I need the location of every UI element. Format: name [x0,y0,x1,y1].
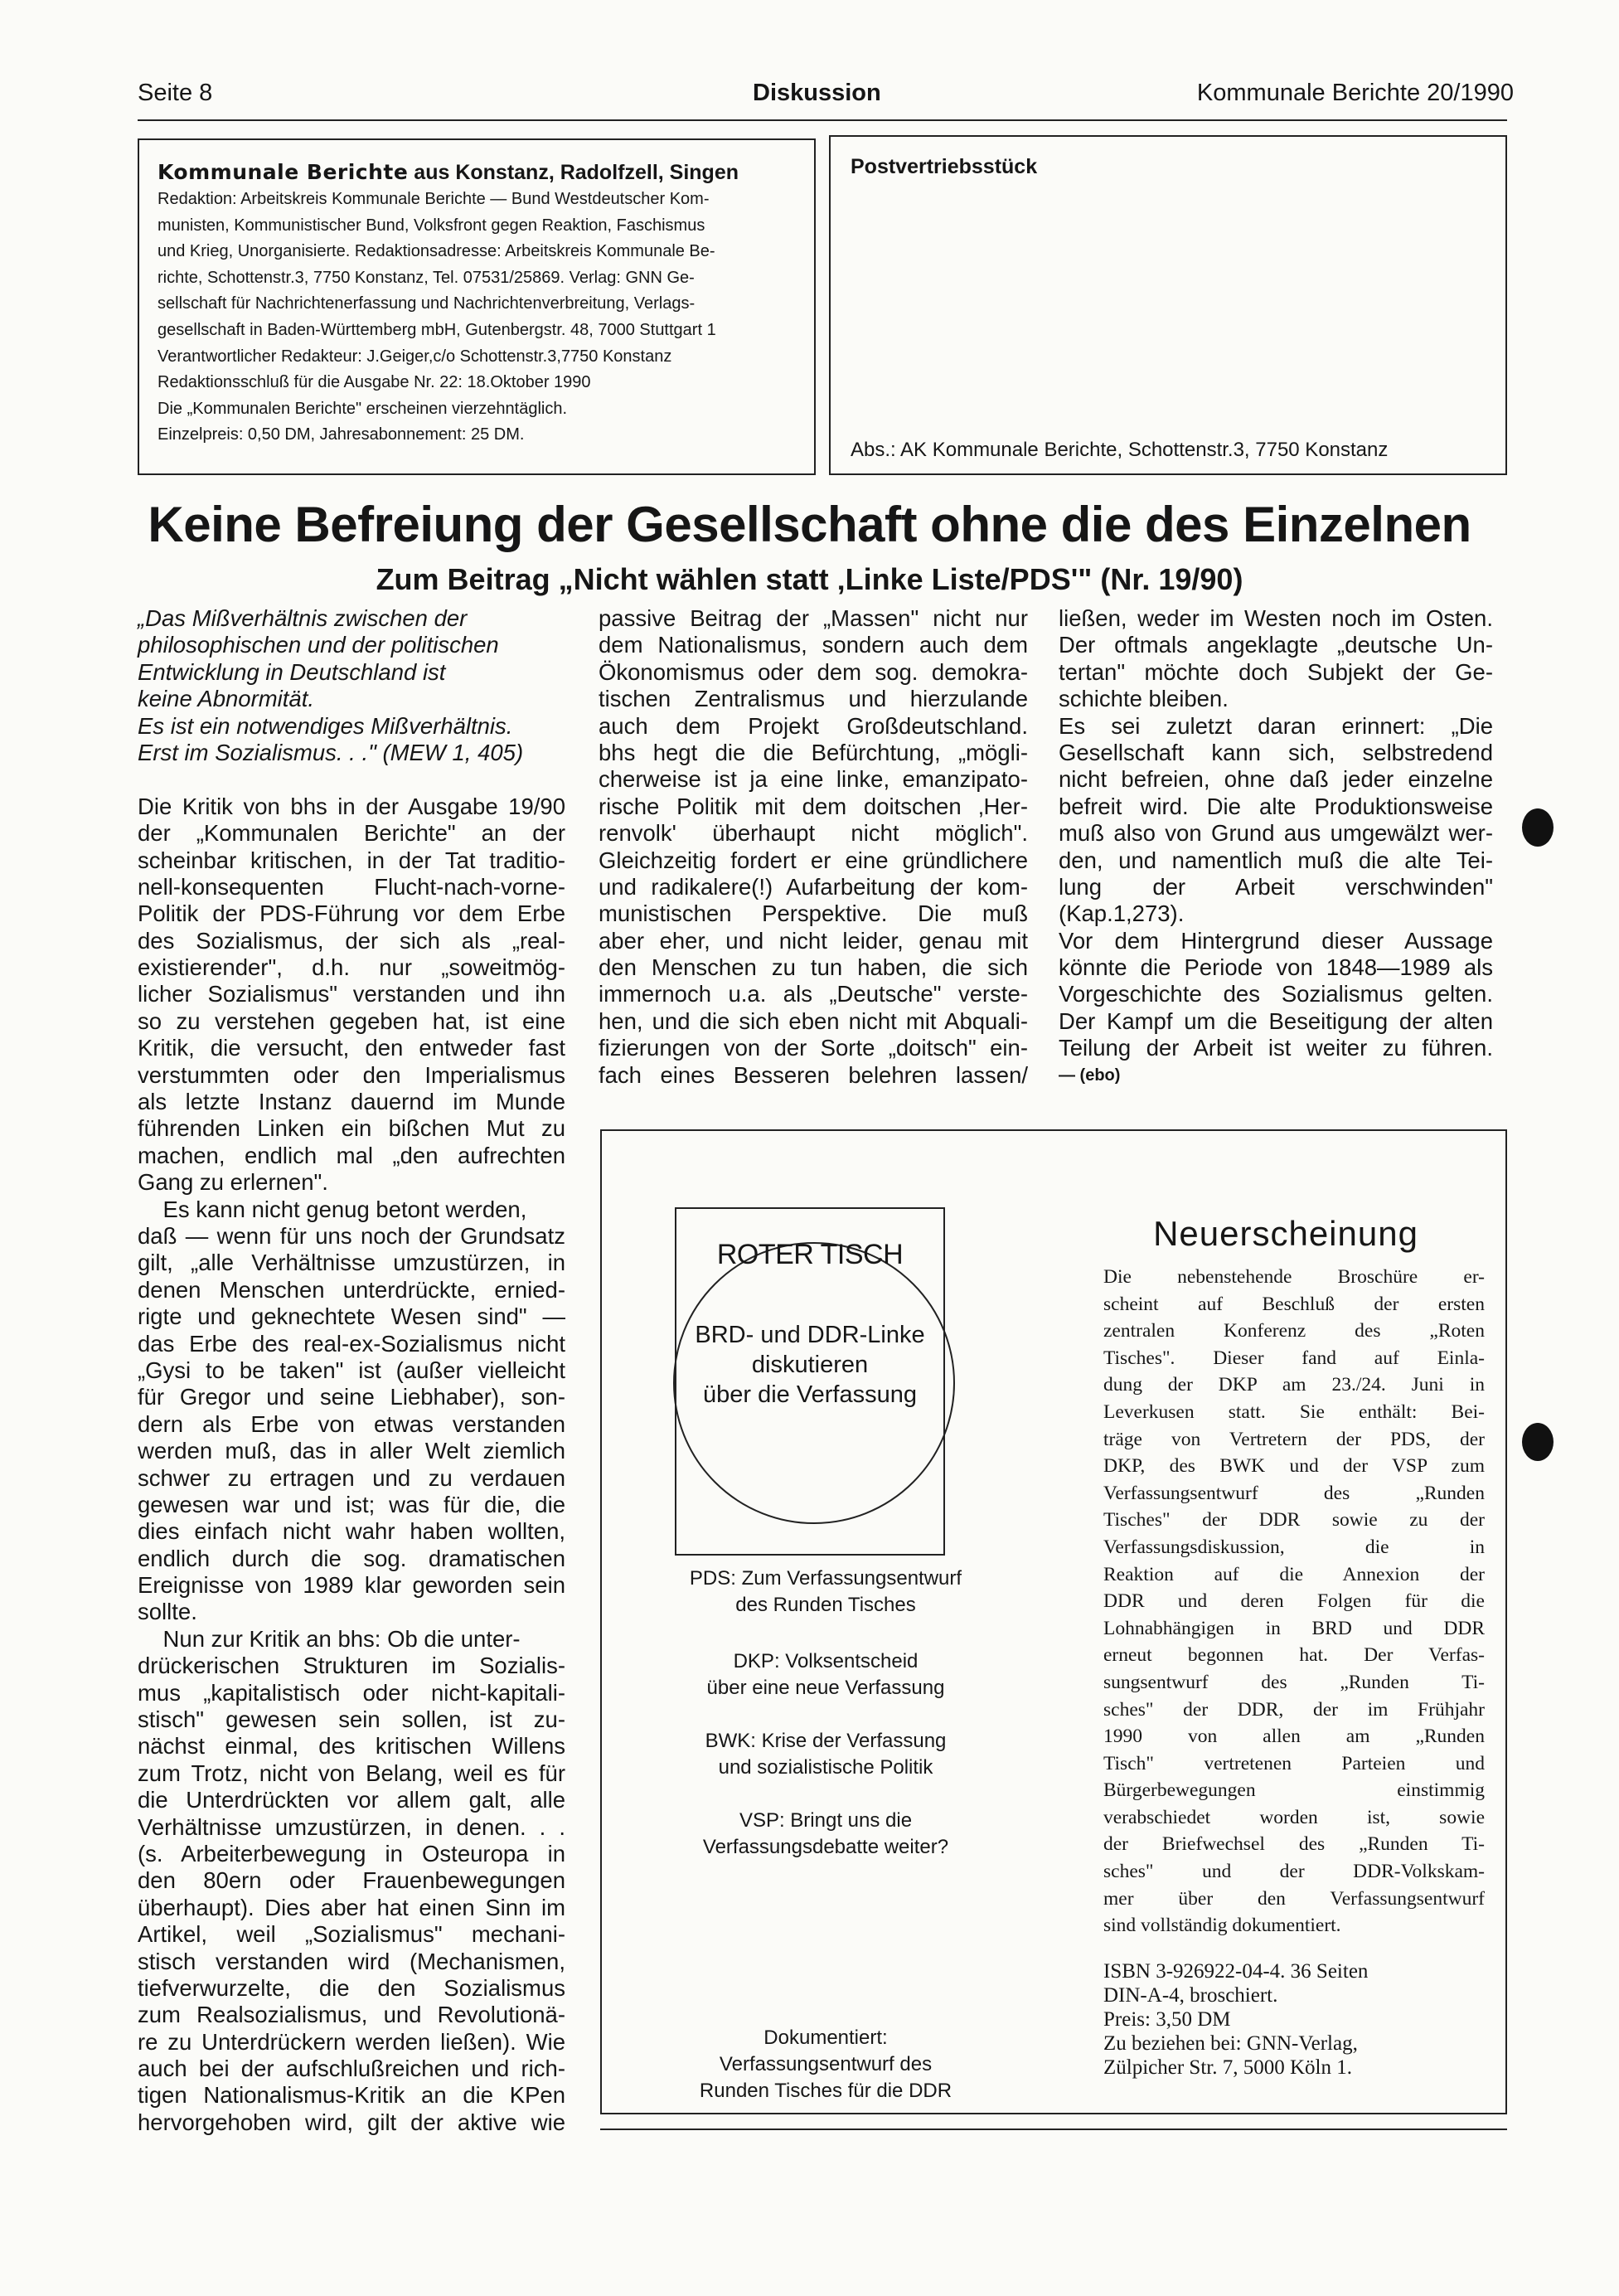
text-line: schwer zu ertragen und zu verdauen [138,1464,565,1491]
text-line: (Kap.1,273). [1059,900,1185,927]
new-release-line: der Briefwechsel des „Runden Ti- [1103,1833,1485,1856]
text-line: fizierungen von der Sorte „doitsch" ein- [599,1035,1028,1061]
imprint-box [138,138,816,475]
text-line: endlich durch die sog. dramatischen [138,1545,565,1571]
imprint-text [158,187,799,449]
article-column-3 [1059,605,1493,1089]
text-line: Der oftmals angeklagte „deutsche Un- [1059,632,1493,658]
text-line: re zu Unterdrückern werden ließen). Wie [138,2028,565,2055]
text-line: daß — wenn für uns noch der Grundsatz [138,1222,565,1249]
text-line: (s. Arbeiterbewegung in Osteuropa in [138,1840,565,1866]
brochure-item-pds [602,1565,1049,1619]
text-line: rigte und geknechtete Wesen sind" — [138,1303,565,1330]
imprint-title [158,158,799,187]
text-line: Kritik, die versucht, den entweder fast [138,1035,565,1061]
text-line: auch bei der aufschlußreichen und rich- [138,2056,565,2082]
text-line: renvolk' überhaupt nicht möglich". [599,820,1028,847]
text-line: „Gysi to be taken" ist (außer vielleicht [138,1357,565,1383]
text-line: denen Menschen unterdrückte, ernied- [138,1276,565,1303]
header-rule [138,119,1507,121]
advertisement-box [600,1129,1507,2114]
text-line: gewesen war und ist; was für die, die [138,1491,565,1517]
text-line: das Erbe des real-ex-Sozialismus nicht [138,1330,565,1357]
imprint-title-rest: aus Konstanz, Radolfzell, Singen [408,161,739,184]
text-line: Gang zu erlernen". [138,1169,328,1196]
new-release-line: träge von Vertretern der PDS, der [1103,1428,1485,1450]
text-line: Es ist ein notwendiges Mißverhältnis. [138,712,513,739]
brochure-item-line: DKP: Volksentscheid [733,1650,919,1672]
text-line: befreit wird. Die alte Produktionsweise [1059,793,1493,819]
imprint-line: gesellschaft in Baden-Württemberg mbH, Gutenbergstr. 48, 7000 Stuttgart 1 [158,320,716,339]
imprint-line: Verantwortlicher Redakteur: J.Geiger,c/o Schottenstr.3,7750 Konstanz [158,347,672,366]
text-line: werden muß, das in aller Welt ziemlich [138,1438,565,1464]
text-line: muß also von Grund aus umgewälzt wer- [1059,820,1493,847]
text-line: den Menschen zu tun haben, die sich [599,954,1028,981]
text-line: hervorgehoben wird, gilt der aktive wie [138,2109,565,2135]
column-3-text [1059,605,1493,1062]
text-line: den 80ern oder Frauenbewegungen [138,1867,565,1894]
text-line: stisch" gewesen sein sollen, ist zu- [138,1706,565,1733]
text-line: cherweise ist ja eine linke, emanzipato- [599,766,1028,793]
new-release-line: scheint auf Beschluß der ersten [1103,1293,1485,1315]
new-release-heading: Neuerscheinung [1153,1214,1418,1253]
imprint-line: Einzelpreis: 0,50 DM, Jahresabonnement: 25 DM. [158,425,525,444]
brochure-item-bwk [602,1728,1049,1781]
text-line: tiefverwurzelte, die den Sozialismus [138,1974,565,2001]
brochure-documented [602,2025,1049,2104]
text-line: rische Politik mit dem doitschen ‚Her- [599,793,1028,819]
new-release-line: Verfassungsentwurf des „Runden [1103,1482,1485,1504]
postal-label: Postvertriebsstück [851,155,1038,178]
text-line: Vorgeschichte des Sozialismus gelten. [1059,981,1493,1007]
text-line: keine Abnormität. [138,686,314,712]
text-line: dern als Erbe von etwas verstanden [138,1410,565,1437]
text-line: Es sei zuletzt daran erinnert: „Die [1059,712,1493,739]
brochure-item-dkp [602,1648,1049,1701]
text-line: dem Nationalismus, sondern auch dem [599,632,1028,658]
new-release-line: sind vollständig dokumentiert. [1103,1915,1341,1937]
text-line: zum Realsozialismus, und Revolutionä- [138,2002,565,2028]
text-line: Gleichzeitig fordert er eine gründlichere [599,847,1028,873]
text-line: tischen Zentralismus und hierzulande [599,686,1028,712]
order-info-line: DIN-A-4, broschiert. [1103,1983,1278,2007]
new-release-line: DDR und deren Folgen für die [1103,1590,1485,1613]
text-line: Ereignisse von 1989 klar geworden sein [138,1572,565,1599]
punch-hole-mark [1522,1423,1554,1461]
brochure-subtitle-line: BRD- und DDR-Linke [695,1322,925,1348]
new-release-line: sches" und der DDR-Volkskam- [1103,1861,1485,1883]
text-line: munistischen Perspektive. Die muß [599,900,1028,927]
footer-rule [600,2129,1507,2130]
text-line: des Sozialismus, der sich als „real- [138,927,565,954]
text-line: mus „kapitalistisch oder nicht-kapitali- [138,1679,565,1706]
text-line: als letzte Instanz dauernd im Munde [138,1089,565,1115]
text-line: aber eher, und nicht leider, genau mit [599,927,1028,954]
brochure-item-line: Verfassungsdebatte weiter? [702,1836,949,1858]
text-line: der „Kommunalen Berichte" an der [138,820,565,847]
imprint-line: munisten, Kommunistischer Bund, Volksfront gegen Reaktion, Faschismus [158,216,705,235]
brochure-item-line: über eine neue Verfassung [706,1677,945,1699]
text-line: sollte. [138,1599,197,1625]
text-line: Der Kampf um die Beseitigung der alten [1059,1007,1493,1034]
imprint-line: Die „Kommunalen Berichte" erscheinen vierzehntäglich. [158,399,568,418]
text-line: zum Trotz, nicht von Belang, weil es für [138,1760,565,1786]
text-line: scheinbar kritischen, in der Tat traditio- [138,847,565,873]
text-line: Erst im Sozialismus. . ." (MEW 1, 405) [138,739,524,765]
new-release-line: Tisch" vertretenen Parteien und [1103,1752,1485,1774]
text-line: Die Kritik von bhs in der Ausgabe 19/90 [138,793,565,819]
new-release-line: Leverkusen statt. Sie enthält: Bei- [1103,1400,1485,1423]
text-line: fach eines Besseren belehren lassen/ [599,1061,1028,1088]
new-release-line: Lohnabhängigen in BRD und DDR [1103,1617,1485,1639]
article-column-2 [599,605,1028,1089]
new-release-line: Verfassungsdiskussion, die in [1103,1536,1485,1558]
text-line: nicht befreien, ohne daß jeder einzelne [1059,766,1493,793]
text-line: tertan" möchte doch Subjekt der Ge- [1059,658,1493,685]
brochure-subtitle-line: über die Verfassung [703,1381,917,1408]
text-line: Gesellschaft kann sich, selbstredend [1059,739,1493,765]
postal-sender: Abs.: AK Kommunale Berichte, Schottenstr.3, 7750 Konstanz [851,439,1389,461]
text-line: könnte die Periode von 1848—1989 als [1059,954,1493,981]
text-line: bhs hegt die die Befürchtung, „mögli- [599,739,1028,765]
order-info-line: Zu beziehen bei: GNN-Verlag, [1103,2031,1358,2055]
text-line: drückerischen Strukturen im Sozialis- [138,1653,565,1679]
text-line: „Das Mißverhältnis zwischen der [138,605,468,631]
new-release-line: Bürgerbewegungen einstimmig [1103,1779,1485,1802]
brochure-documented-line: Runden Tisches für die DDR [699,2080,952,2102]
section-title: Diskussion [753,80,881,106]
brochure-documented-line: Dokumentiert: [763,2027,888,2049]
order-info-line: Preis: 3,50 DM [1103,2007,1231,2031]
text-line: existierender", d.h. nur „soweitmög- [138,954,565,981]
brochure-title: ROTER TISCH [716,1239,904,1270]
order-info-line: ISBN 3-926922-04-4. 36 Seiten [1103,1959,1369,1983]
brochure-item-line: und sozialistische Politik [718,1756,933,1779]
imprint-brand: Kommunale Berichte [158,160,409,184]
text-line: Ökonomismus oder dem sog. demokra- [599,658,1028,685]
brochure-item-line: VSP: Bringt uns die [739,1809,913,1832]
text-line: ließen, weder im Westen noch im Osten. [1059,605,1493,631]
text-line [138,766,565,793]
article-signature: — (ebo) [1059,1065,1121,1085]
text-line: passive Beitrag der „Massen" nicht nur [599,605,1028,631]
new-release-line: Tisches". Dieser fand auf Einla- [1103,1347,1485,1369]
text-line: auch dem Projekt Großdeutschland. [599,712,1028,739]
brochure-item-line: des Runden Tisches [735,1594,916,1616]
imprint-line: Redaktion: Arbeitskreis Kommunale Berichte — Bund Westdeutscher Kom- [158,190,710,208]
article-column-1 [138,605,565,2136]
brochure-item-vsp [602,1808,1049,1861]
new-release-line: zentralen Konferenz des „Roten [1103,1320,1485,1342]
text-line: so zu verstehen gegeben hat, ist eine [138,1007,565,1034]
text-line: dies einfach nicht wahr haben wollten, [138,1518,565,1545]
new-release-text [1103,1264,1485,1939]
text-line: Vor dem Hintergrund dieser Aussage [1059,927,1493,954]
imprint-line: richte, Schottenstr.3, 7750 Konstanz, Tel. 07531/25869. Verlag: GNN Ge- [158,268,695,287]
text-line: Es kann nicht genug betont werden, [138,1196,527,1222]
text-line: licher Sozialismus" verstanden und ihn [138,981,565,1007]
page-number: Seite 8 [138,80,213,106]
new-release-line: erneut begonnen hat. Der Verfas- [1103,1644,1485,1667]
text-line: die Unterdrückten vor allem galt, alle [138,1787,565,1813]
new-release-line: sungsentwurf des „Runden Ti- [1103,1671,1485,1693]
text-line: nell-konsequenten Flucht-nach-vorne- [138,873,565,900]
new-release-line: 1990 von allen am „Runden [1103,1726,1485,1748]
text-line: stisch verstanden wird (Mechanismen, [138,1948,565,1974]
text-line: Nun zur Kritik an bhs: Ob die unter- [138,1625,521,1652]
new-release-line: dung der DKP am 23./24. Juni in [1103,1374,1485,1396]
text-line: Teilung der Arbeit ist weiter zu führen. [1059,1035,1493,1061]
text-line: Politik der PDS-Führung vor dem Erbe [138,900,565,927]
text-line: für Gregor und seine Liebhaber), son- [138,1384,565,1410]
punch-hole-mark [1522,808,1554,847]
text-line: Verhältnisse umzustürzen, in denen. . . [138,1813,565,1840]
text-line: machen, endlich mal „den aufrechten [138,1142,565,1168]
text-line: Artikel, weil „Sozialismus" mechani- [138,1921,565,1948]
new-release-line: mer über den Verfassungsentwurf [1103,1887,1485,1910]
postal-box [829,135,1507,475]
new-release-column [1103,1214,1485,2080]
text-line: lung der Arbeit verschwinden" [1059,873,1493,900]
brochure-item-line: BWK: Krise der Verfassung [705,1730,947,1752]
text-line: den, und namentlich muß die alte Tei- [1059,847,1493,873]
text-line: und radikalere(!) Aufarbeitung der kom- [599,873,1028,900]
text-line: Entwicklung in Deutschland ist [138,658,446,685]
article-subheadline: Zum Beitrag „Nicht wählen statt ‚Linke Liste/PDS'" (Nr. 19/90) [376,562,1243,596]
text-line: führenden Linken ein bißchen Mut zu [138,1115,565,1142]
issue-label: Kommunale Berichte 20/1990 [1196,80,1514,106]
brochure-subtitle-line: diskutieren [751,1352,869,1378]
text-line: hen, und die sich eben nicht mit Abquali- [599,1007,1028,1034]
new-release-line: Reaktion auf die Annexion der [1103,1563,1485,1585]
text-line: gilt, „alle Verhältnisse umzustürzen, in [138,1250,565,1276]
brochure-documented-line: Verfassungsentwurf des [719,2053,933,2075]
new-release-line: verabschiedet worden ist, sowie [1103,1806,1485,1828]
order-info [1103,1959,1485,2080]
text-line: tigen Nationalismus-Kritik an die KPen [138,2082,565,2109]
text-line: verstummten oder den Imperialismus [138,1061,565,1088]
order-info-line: Zülpicher Str. 7, 5000 Köln 1. [1103,2056,1352,2079]
text-line: immernoch u.a. als „Deutsche" verste- [599,981,1028,1007]
brochure-subtitle [675,1320,945,1410]
imprint-line: sellschaft für Nachrichtenerfassung und Nachrichtenverbreitung, Verlags- [158,294,696,313]
text-line: schichte bleiben. [1059,686,1229,712]
text-line: nächst einmal, des kritischen Willens [138,1733,565,1760]
imprint-line: und Krieg, Unorganisierte. Redaktionsadresse: Arbeitskreis Kommunale Be- [158,242,715,261]
new-release-line: sches" der DDR, der im Frühjahr [1103,1698,1485,1721]
article-headline: Keine Befreiung der Gesellschaft ohne die des Einzelnen [148,497,1471,552]
new-release-line: Tisches" der DDR sowie zu der [1103,1509,1485,1531]
brochure-item-line: PDS: Zum Verfassungsentwurf [689,1567,962,1590]
text-line: überhaupt). Dies aber hat einen Sinn im [138,1894,565,1920]
new-release-line: Die nebenstehende Broschüre er- [1103,1266,1485,1288]
text-line: philosophischen und der politischen [138,632,499,658]
new-release-line: DKP, des BWK und der VSP zum [1103,1455,1485,1478]
imprint-line: Redaktionsschluß für die Ausgabe Nr. 22: 18.Oktober 1990 [158,373,591,392]
